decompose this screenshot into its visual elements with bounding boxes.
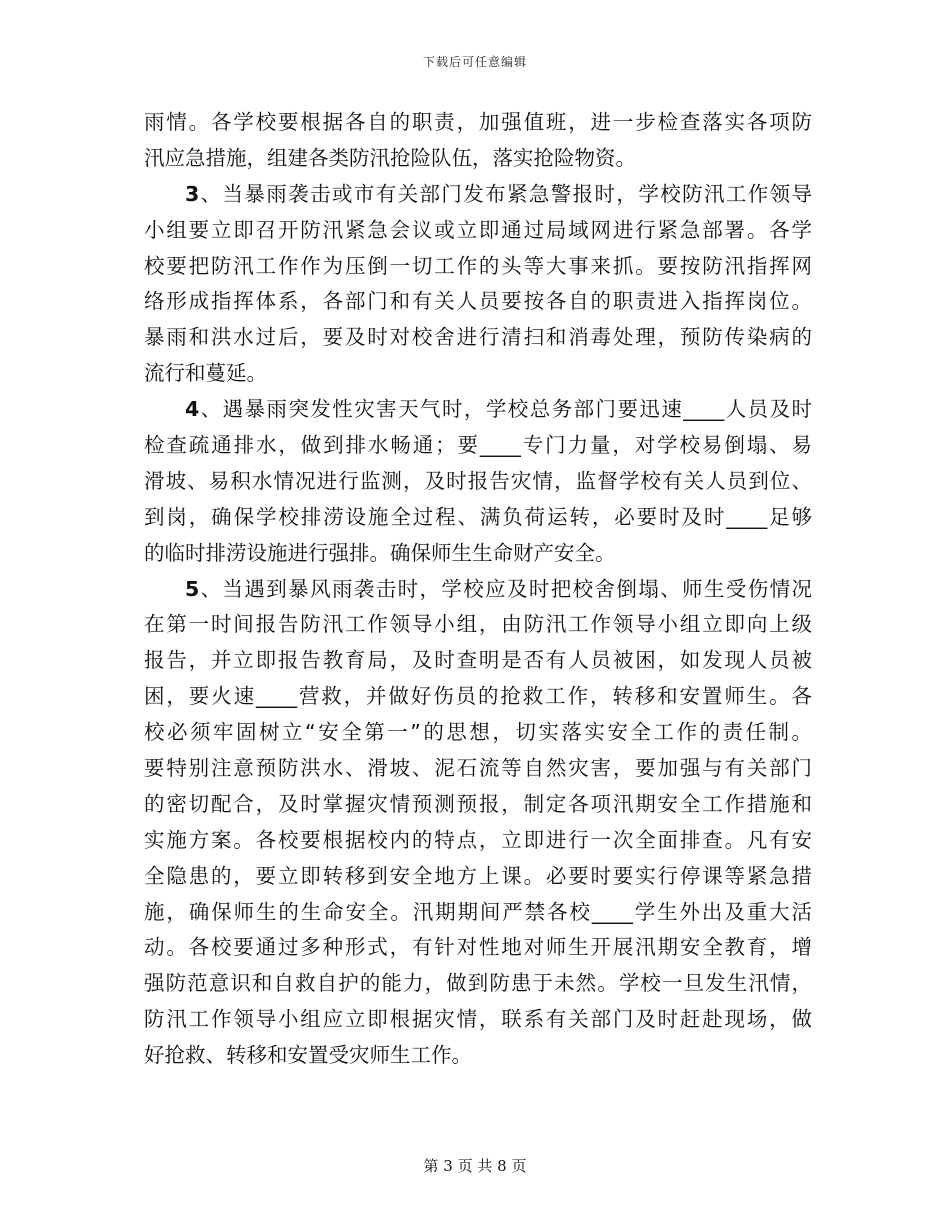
text-line: 的密切配合，及时掌握灾情预测预报，制定各项汛期安全工作措施和 bbox=[144, 791, 812, 816]
text-line: 的临时排涝设施进行强排。确保师生生命财产安全。 bbox=[144, 540, 616, 565]
text-line: 络形成指挥体系，各部门和有关人员要按各自的职责进入指挥岗位。 bbox=[144, 289, 812, 314]
line-text: 、当暴雨袭击或市有关部门发布紧急警报时，学校防汛工作领导 bbox=[199, 181, 812, 206]
text-line: 滑坡、易积水情况进行监测，及时报告灾情，监督学校有关人员到位、 bbox=[144, 468, 812, 493]
item-number: 3 bbox=[185, 181, 200, 206]
item-number: 4 bbox=[185, 397, 200, 422]
text-line: 在第一时间报告防汛工作领导小组，由防汛工作领导小组立即向上级 bbox=[144, 612, 812, 637]
text-line: 校必须牢固树立“安全第一”的思想，切实落实安全工作的责任制。 bbox=[144, 720, 812, 745]
text-line: 好抢救、转移和安置受灾师生工作。 bbox=[144, 1043, 472, 1068]
paragraph-5 bbox=[144, 572, 812, 1074]
line-text: 、当遇到暴风雨袭击时，学校应及时把校舍倒塌、师生受伤情况 bbox=[199, 576, 812, 601]
text-line bbox=[144, 572, 812, 608]
text-line: 雨情。各学校要根据各自的职责，加强值班，进一步检查落实各项防 bbox=[144, 110, 812, 134]
text-line: 小组要立即召开防汛紧急会议或立即通过局域网进行紧急部署。各学 bbox=[144, 217, 812, 242]
paragraph bbox=[144, 105, 812, 177]
text-line: 施，确保师生的生命安全。汛期期间严禁各校____学生外出及重大活 bbox=[144, 899, 812, 924]
text-line: 动。各校要通过多种形式，有针对性地对师生开展汛期安全教育，增 bbox=[144, 935, 812, 960]
paragraph-3 bbox=[144, 177, 812, 392]
text-line bbox=[144, 392, 812, 428]
text-line: 困，要火速____营救，并做好伤员的抢救工作，转移和安置师生。各 bbox=[144, 684, 812, 709]
page-header: 下载后可任意编辑 bbox=[422, 55, 527, 69]
text-line: 检查疏通排水，做到排水畅通；要____专门力量，对学校易倒塌、易 bbox=[144, 433, 812, 458]
text-line: 流行和蔓延。 bbox=[144, 361, 267, 386]
text-line: 校要把防汛工作作为压倒一切工作的头等大事来抓。要按防汛指挥网 bbox=[144, 253, 812, 278]
text-line bbox=[144, 177, 812, 213]
text-line: 实施方案。各校要根据校内的特点，立即进行一次全面排查。凡有安 bbox=[144, 827, 812, 852]
paragraph-4 bbox=[144, 392, 812, 571]
text-line: 报告，并立即报告教育局，及时查明是否有人员被困，如发现人员被 bbox=[144, 648, 812, 673]
page-footer: 第 3 页 共 8 页 bbox=[423, 1157, 527, 1175]
text-line: 暴雨和洪水过后，要及时对校舍进行清扫和消毒处理，预防传染病的 bbox=[144, 325, 812, 350]
document-body bbox=[144, 105, 812, 1074]
item-number: 5 bbox=[185, 576, 200, 601]
text-line: 强防范意识和自救自护的能力，做到防患于未然。学校一旦发生汛情， bbox=[144, 971, 812, 996]
line-text: 、遇暴雨突发性灾害天气时，学校总务部门要迅速____人员及时 bbox=[199, 397, 812, 422]
text-line: 防汛工作领导小组应立即根据灾情，联系有关部门及时赶赴现场，做 bbox=[144, 1007, 812, 1032]
text-line: 到岗，确保学校排涝设施全过程、满负荷运转，必要时及时____足够 bbox=[144, 504, 812, 529]
text-line: 要特别注意预防洪水、滑坡、泥石流等自然灾害，要加强与有关部门 bbox=[144, 756, 812, 781]
text-line: 全隐患的，要立即转移到安全地方上课。必要时要实行停课等紧急措 bbox=[144, 863, 812, 888]
text-line: 汛应急措施，组建各类防汛抢险队伍，落实抢险物资。 bbox=[144, 145, 636, 170]
